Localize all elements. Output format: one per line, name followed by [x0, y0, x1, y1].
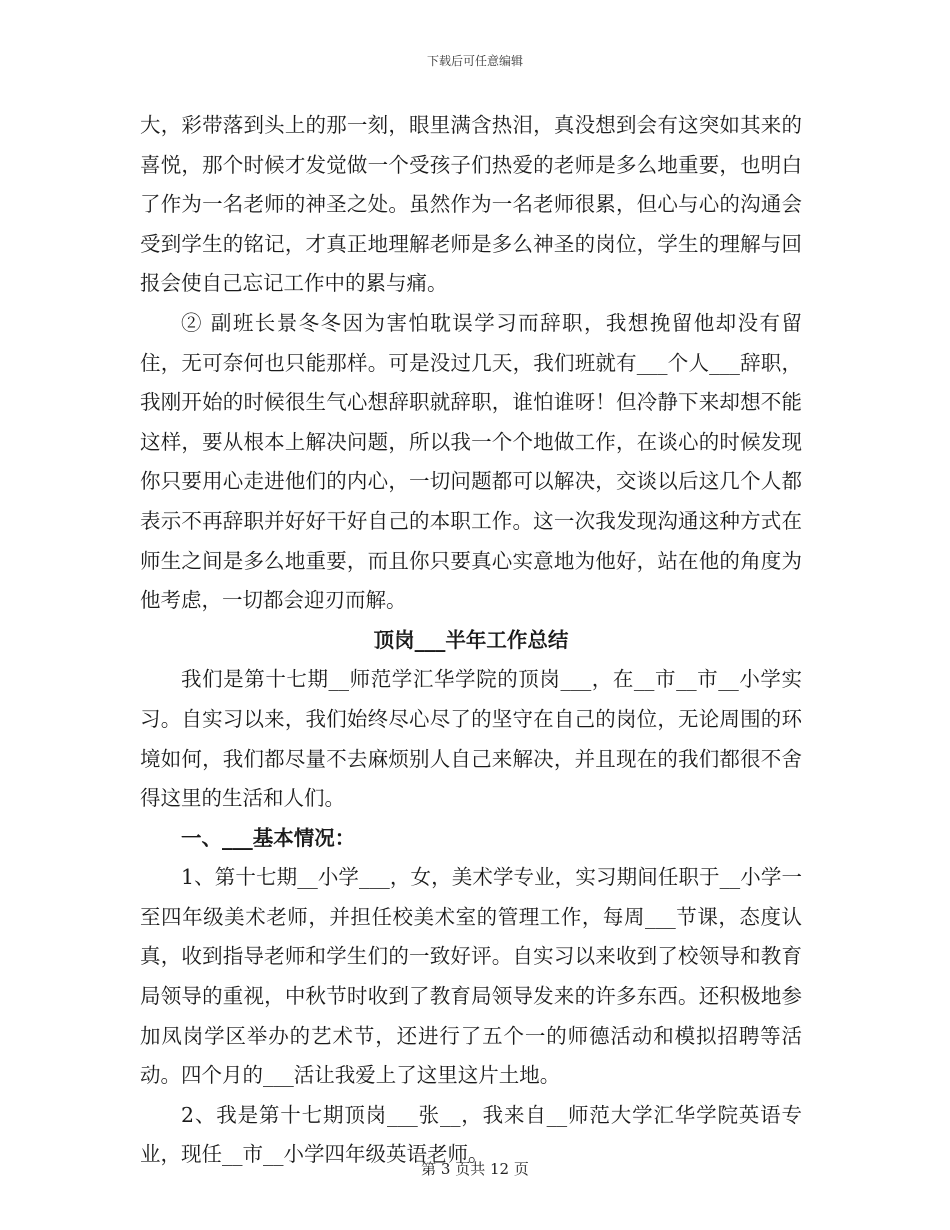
- paragraph-item-2: 2、我是第十七期顶岗___张__，我来自__师范大学汇华学院英语专业，现任__市__小学四年级英语老师。: [140, 1102, 802, 1167]
- heading-basic-info: 一、___基本情况：: [181, 825, 356, 850]
- paragraph-item-1: 1、第十七期__小学___，女，美术学专业，实习期间任职于__小学一至四年级美术老师，并担任校美术室的管理工作，每周___节课，态度认真，收到指导老师和学生们的一致好评。自实习以来收到了校领导和教育局领导的重视，中秋节时收到了教育局领导发来的许多东西。还积极地参加凤岗学区举办的艺术节，还进行了五个一的师德活动和模拟招聘等活动。四个月的___活让我爱上了这里这片土地。: [140, 865, 802, 1088]
- section-title: 顶岗___半年工作总结: [373, 627, 569, 652]
- page-number-footer: 第 3 页共 12 页: [421, 1160, 529, 1178]
- paragraph-continuation: 大，彩带落到头上的那一刻，眼里满含热泪，真没想到会有这突如其来的喜悦，那个时候才发觉做一个受孩子们热爱的老师是多么地重要，也明白了作为一名老师的神圣之处。虽然作为一名老师很累，但心与心的沟通会受到学生的铭记，才真正地理解老师是多么神圣的岗位，学生的理解与回报会使自己忘记工作中的累与痛。: [140, 113, 802, 296]
- page-header-note: 下载后可任意编辑: [426, 54, 523, 68]
- paragraph-vice-monitor: ② 副班长景冬冬因为害怕耽误学习而辞职，我想挽留他却没有留住，无可奈何也只能那样。可是没过几天，我们班就有___个人___辞职，我刚开始的时候很生气心想辞职就辞职，谁怕谁呀！但冷静下来却想不能这样，要从根本上解决问题，所以我一个个地做工作，在谈心的时候发现你只要用心走进他们的内心，一切问题都可以解决，交谈以后这几个人都表示不再辞职并好好干好自己的本职工作。这一次我发现沟通这种方式在师生之间是多么地重要，而且你只要真心实意地为他好，站在他的角度为他考虑，一切都会迎刃而解。: [140, 310, 802, 613]
- document-body: [140, 106, 802, 1175]
- paragraph-intro: 我们是第十七期__师范学汇华学院的顶岗___，在__市__市__小学实习。自实习以来，我们始终尽心尽了的坚守在自己的岗位，无论周围的环境如何，我们都尽量不去麻烦别人自己来解决，并且现在的我们都很不舍得这里的生活和人们。: [140, 667, 802, 811]
